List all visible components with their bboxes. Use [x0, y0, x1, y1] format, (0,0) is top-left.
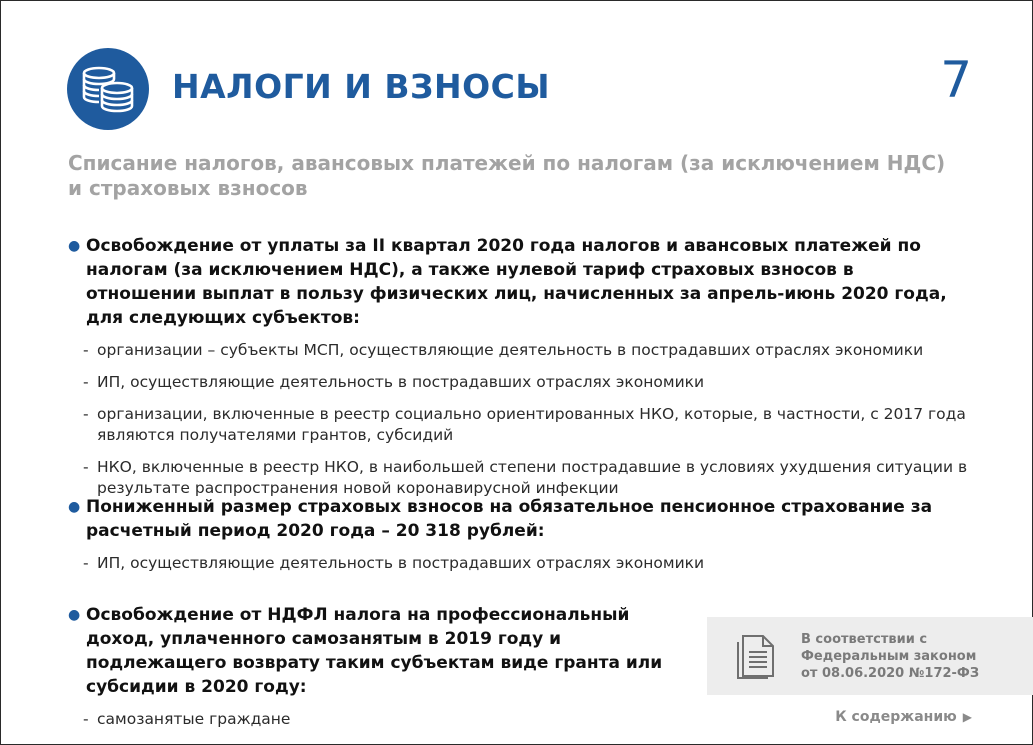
- section-heading: Пониженный размер страховых взносов на обязательное пенсионное страхование за расчетный период 2020 года – 20 318 рублей:: [86, 497, 933, 541]
- page-number: 7: [940, 51, 972, 109]
- list-item: - НКО, включенные в реестр НКО, в наибольшей степени пострадавшие в условиях ухудшения ситуации в результате распространения новой коронавирусной инфекции: [83, 458, 968, 497]
- section-tax-exemption: [68, 234, 968, 499]
- subtitle-line-1: Списание налогов, авансовых платежей по налогам (за исключением НДС): [68, 151, 946, 175]
- bullet-dot-icon: ●: [68, 607, 81, 623]
- subtitle-line-2: и страховых взносов: [68, 176, 308, 200]
- bullet-dot-icon: ●: [68, 238, 81, 254]
- section-ndfl-exemption: [68, 603, 688, 730]
- law-reference-box: [707, 617, 1033, 695]
- section-pension-contributions: [68, 495, 968, 574]
- page-title: НАЛОГИ И ВЗНОСЫ: [172, 67, 551, 106]
- document-icon: [735, 632, 779, 680]
- list-item: - организации – субъекты МСП, осуществляющие деятельность в пострадавших отраслях экономики: [83, 341, 924, 359]
- law-reference-text: В соответствии с Федеральным законом от 08.06.2020 №172-ФЗ: [801, 631, 980, 681]
- section-heading: Освобождение от НДФЛ налога на профессиональный доход, уплаченного самозанятым в 2019 году и подлежащего возврату таким субъектам виде гранта или субсидии в 2020 году:: [86, 605, 663, 697]
- list-item: - ИП, осуществляющие деятельность в пострадавших отраслях экономики: [83, 554, 705, 572]
- play-arrow-icon: ▶: [962, 710, 972, 724]
- table-of-contents-link[interactable]: К содержанию ▶: [835, 709, 972, 725]
- list-item: - ИП, осуществляющие деятельность в пострадавших отраслях экономики: [83, 373, 705, 391]
- bullet-dot-icon: ●: [68, 499, 81, 515]
- list-item: - самозанятые граждане: [83, 710, 291, 728]
- page-subtitle: [68, 151, 948, 201]
- coins-icon: [79, 64, 137, 114]
- section-heading: Освобождение от уплаты за II квартал 2020 года налогов и авансовых платежей по налогам (за исключением НДС), а также нулевой тариф страховых взносов в отношении выплат в пользу физических лиц, начисленных за апрель-июнь 2020 года, для следующих субъектов:: [86, 236, 947, 328]
- coins-stack-logo: [67, 48, 149, 130]
- list-item: - организации, включенные в реестр социально ориентированных НКО, которые, в частности, с 2017 года являются получателями грантов, субсидий: [83, 405, 966, 444]
